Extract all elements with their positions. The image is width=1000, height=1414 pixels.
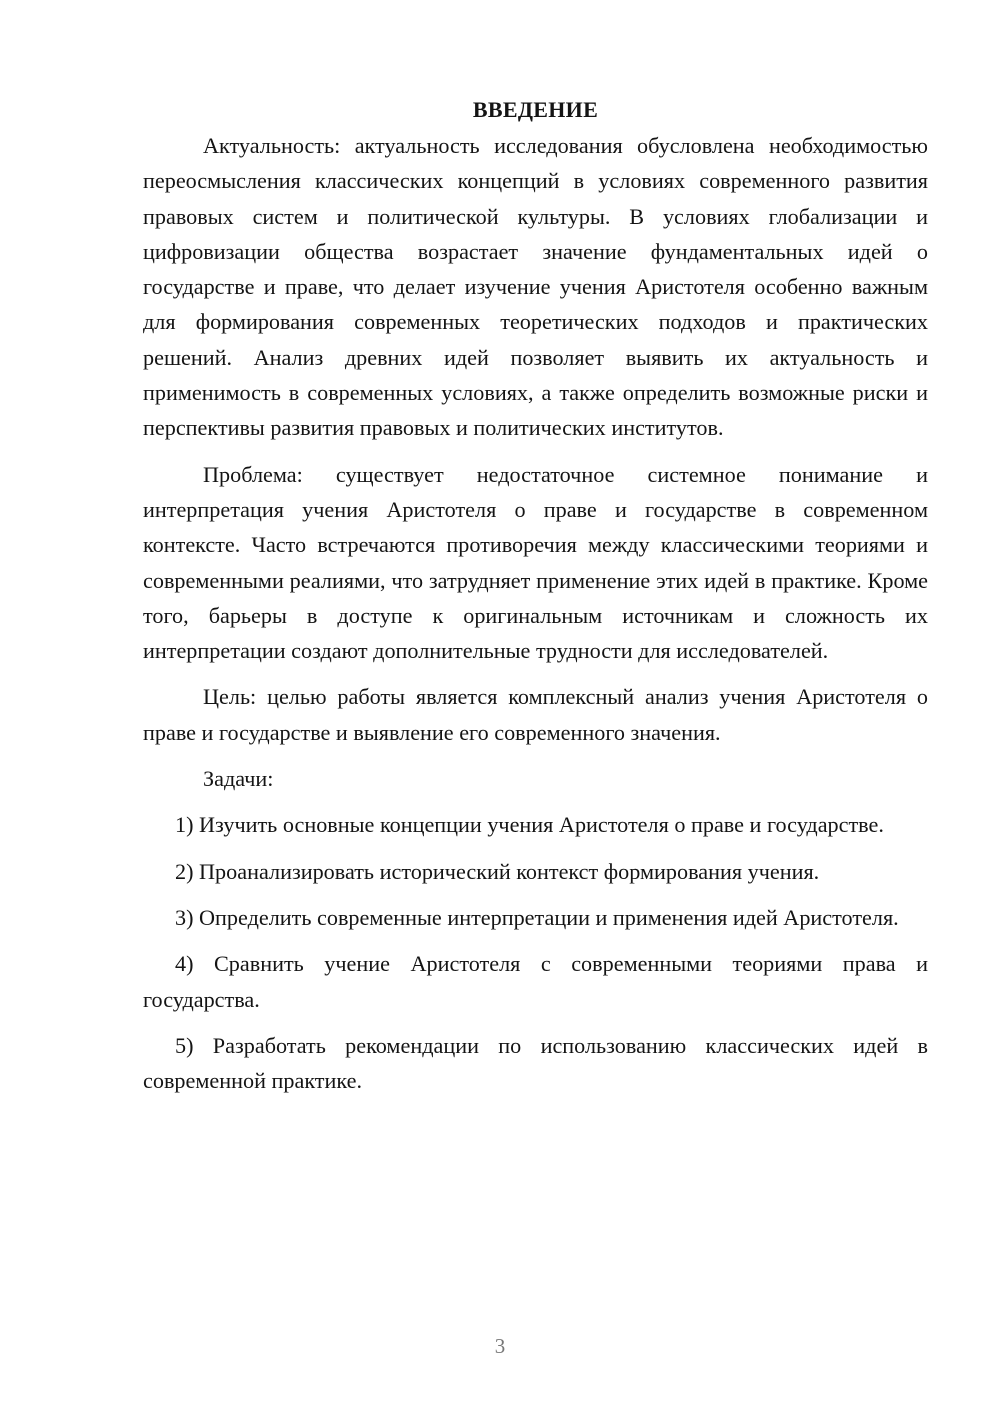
task-item: 2) Проанализировать исторический контекст формирования учения. [175, 858, 820, 884]
task-item: 4) Сравнить учение Аристотеля с современными теориями права и государства. [143, 951, 928, 1012]
problem-paragraph: Проблема: существует недостаточное системное понимание и интерпретация учения Аристотеля о праве и государстве в современном контексте. Часто встречаются противоречия между классическими теориями и современными реалиями, что затрудняет применение этих идей в практике. Кроме того, барьеры в доступе к оригинальным источникам и сложность их интерпретации создают дополнительные трудности для исследователей. [143, 461, 928, 664]
page-number: 3 [494, 1334, 506, 1358]
relevance-paragraph: Актуальность: актуальность исследования обусловлена необходимостью переосмысления классических концепций в условиях современного развития правовых систем и политической культуры. В условиях глобализации и цифровизации общества возрастает значение фундаментальных идей о государстве и праве, что делает изучение учения Аристотеля особенно важным для формирования современных теоретических подходов и практических решений. Анализ древних идей позволяет выявить их актуальность и применимость в современных условиях, а также определить возможные риски и перспективы развития правовых и политических институтов. [143, 133, 928, 441]
task-item: 1) Изучить основные концепции учения Аристотеля о праве и государстве. [175, 812, 884, 838]
document-page [143, 95, 928, 1098]
task-item: 3) Определить современные интерпретации и применения идей Аристотеля. [175, 904, 899, 930]
tasks-heading: Задачи: [203, 766, 274, 792]
goal-paragraph: Цель: целью работы является комплексный анализ учения Аристотеля о праве и государстве и выявление его современного значения. [143, 684, 928, 745]
section-heading: ВВЕДЕНИЕ [472, 97, 599, 122]
task-item: 5) Разработать рекомендации по использованию классических идей в современной практике. [143, 1032, 928, 1094]
